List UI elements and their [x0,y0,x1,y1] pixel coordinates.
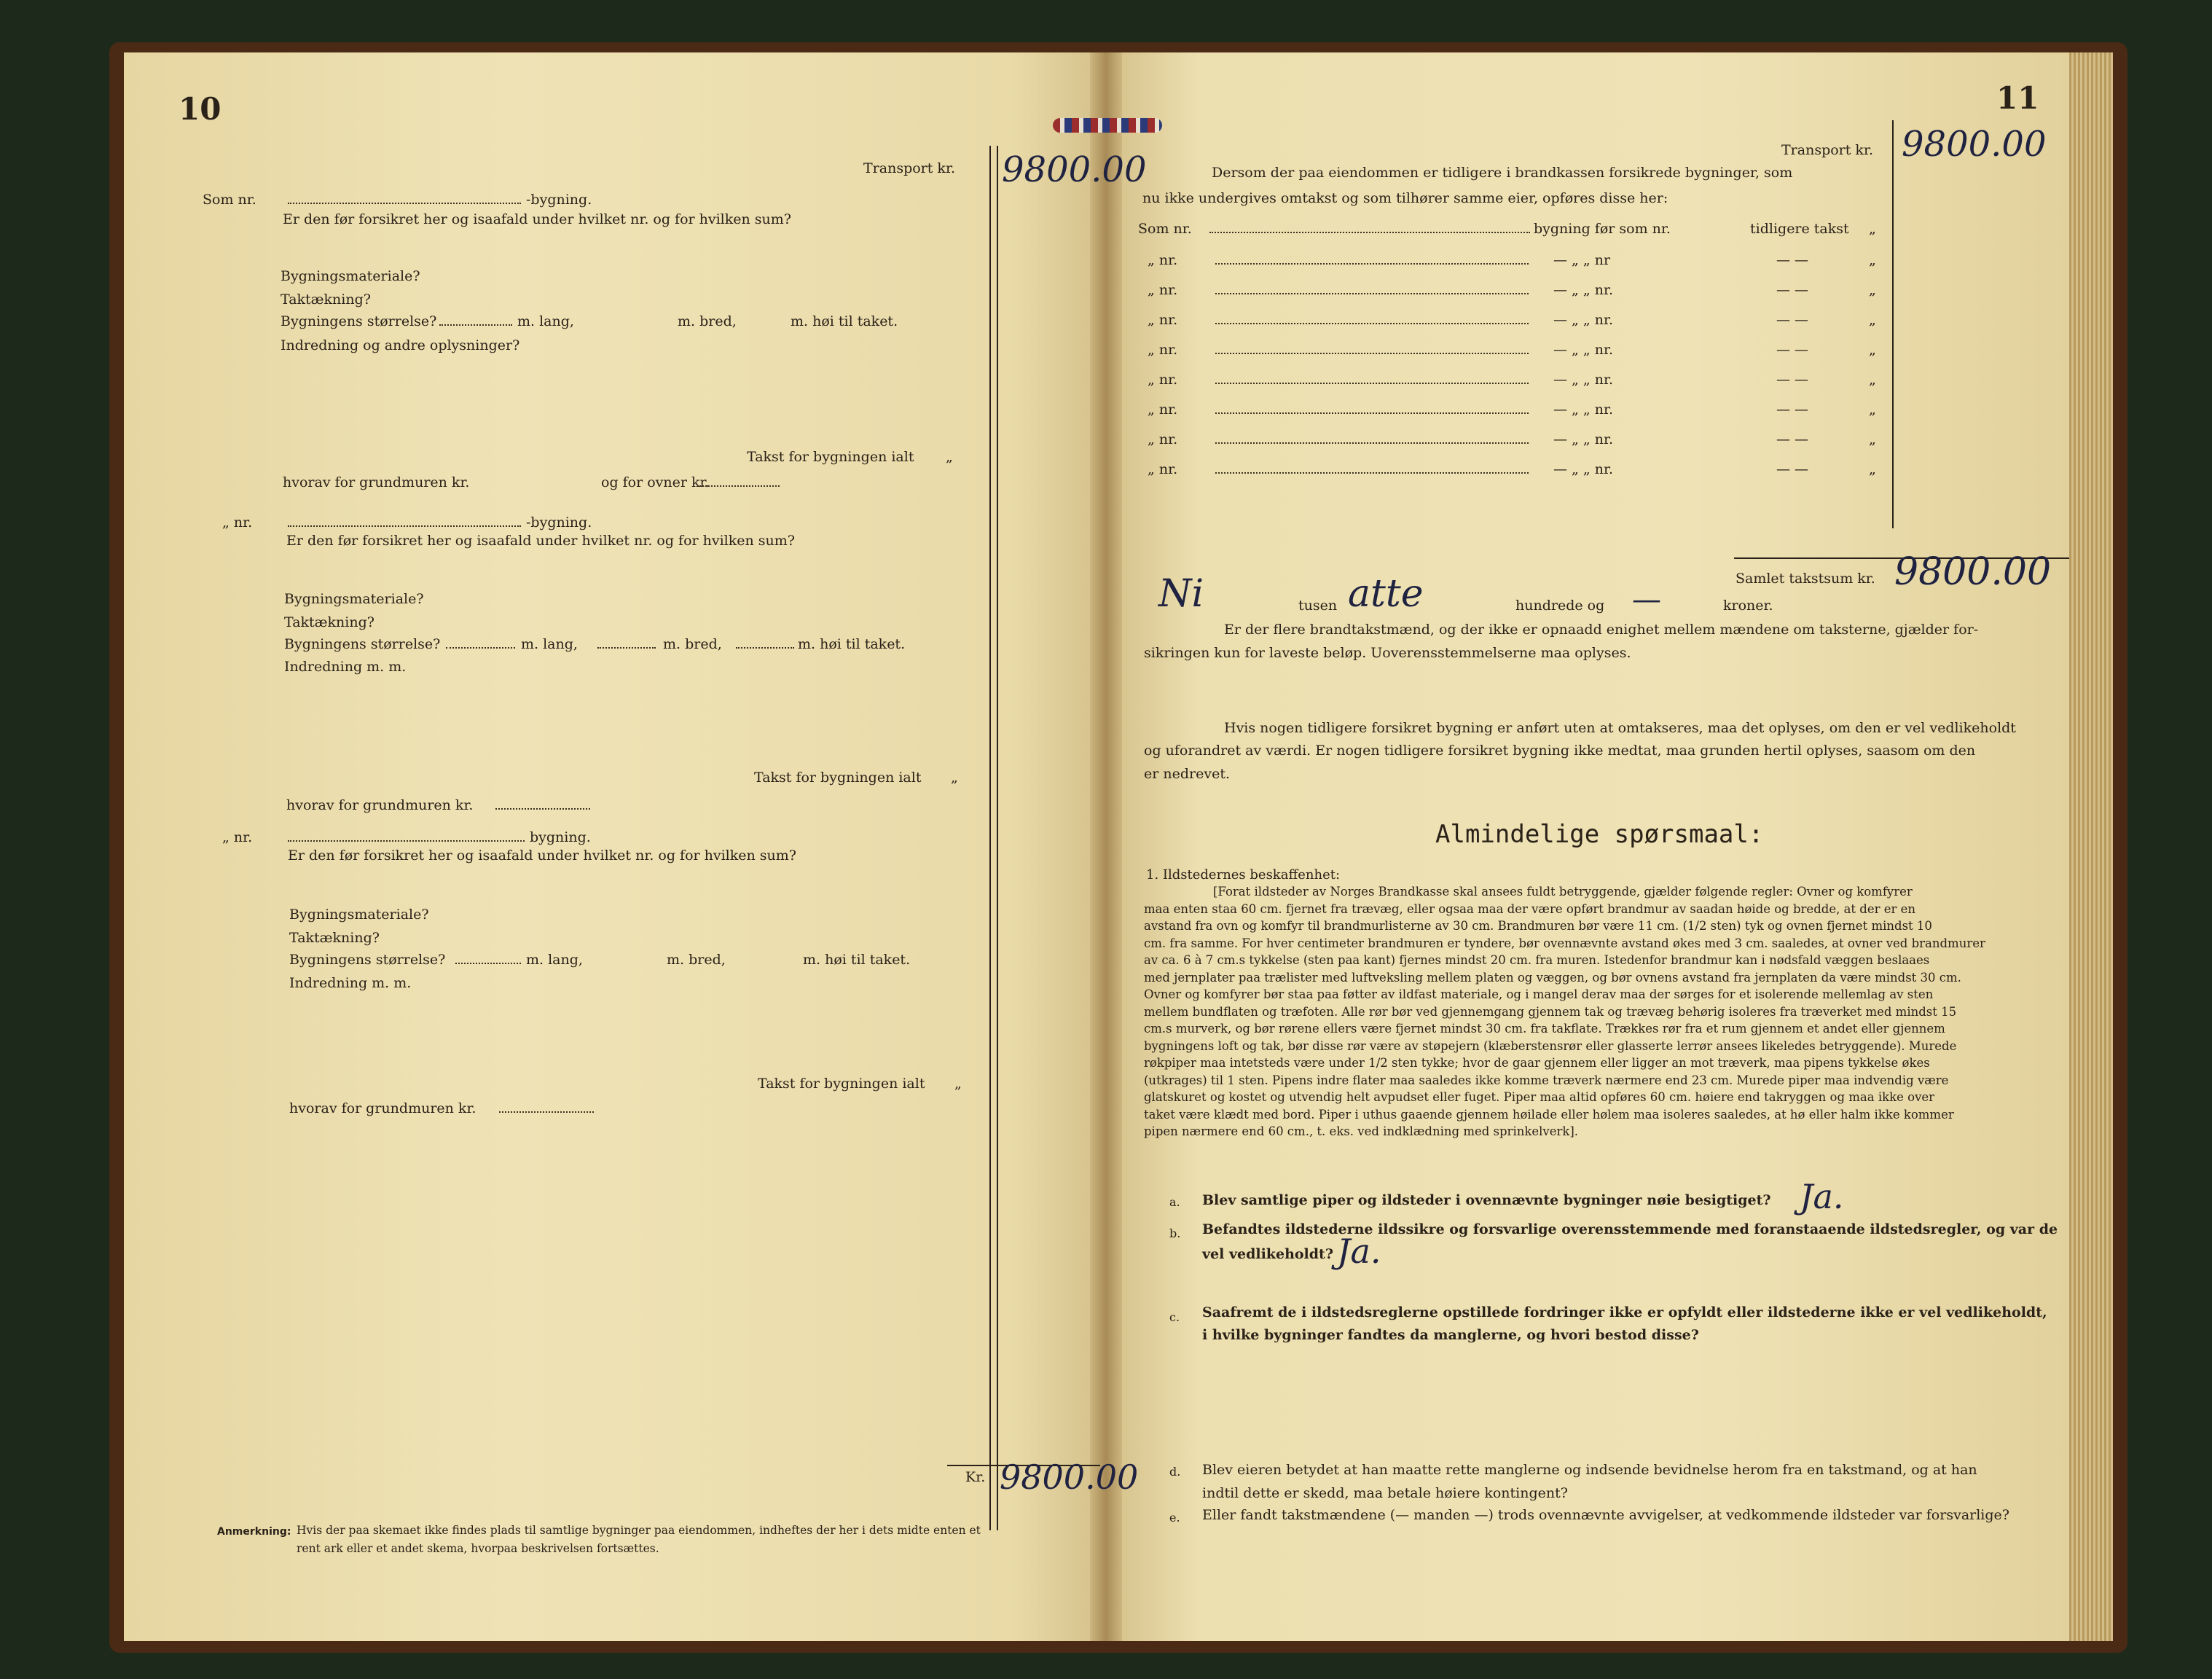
rules-line-4: cm. fra samme. For hver centimeter brandmuren er tyndere, bør ovennævnte avstand økes med 3 cm. saaledes, at ovner ved brandmurer [1144,936,1985,950]
rules-line-9: cm.s murverk, og bør rørene ellers være fjernet mindst 30 cm. fra takflate. Trækkes rør fra et rum gjennem et andet eller gjennem [1144,1022,1945,1036]
section1-material: Bygningsmateriale? [281,268,420,284]
section2-height-blank [736,647,794,649]
table-row-7-col-a: „ nr. [1148,431,1178,447]
rules-line-12: (utkrages) til 1 sten. Pipens indre flater maa saaledes ikke komme træverk nærmere end 23 cm. Murede piper maa indvendig være [1144,1073,1949,1087]
rules-line-7: Ovner og komfyrer bør staa paa føtter av ildfast materiale, og i mangel derav maa der sørges for et isolerende mellemlag av sten [1144,987,1934,1001]
table-row-1-col-d: „ [1869,252,1876,268]
transport-value-right: 9800.00 [1902,124,2047,165]
words-atte: atte [1348,572,1424,616]
table-row-2-col-d: „ [1869,282,1876,298]
table-row-4-col-c: — — [1776,342,1809,358]
transport-label-right: Transport kr. [1781,142,1873,158]
table-row-4-col-a: „ nr. [1148,342,1178,358]
section2-interior: Indredning m. m. [284,659,407,675]
note-line-1: Hvis der paa skemaet ikke findes plads til samtlige bygninger paa eiendommen, indheftes der her i dets midte enten et [297,1524,981,1537]
rules-line-14: taket være klædt med bord. Piper i uthus gaaende gjennem høilade eller hølem maa isoleres saaledes, at hø eller halm ikke kommer [1144,1107,1954,1122]
table-header-col1: Som nr. [1138,221,1192,237]
q1-label: 1. Ildstedernes beskaffenhet: [1146,867,1341,882]
rules-line-6: med jernplater paa trælister med luftveksling mellem platen og væggen, og bør ovnens avstand fra jernplaten da være mindst 30 cm. [1144,970,1961,985]
qd-letter: d. [1169,1465,1181,1479]
qb-text-1: Befandtes ildstederne ildssikre og forsvarlige overensstemmende med foranstaaende ildstedsregler, og var de [1202,1221,2058,1237]
section1-ovner-blank [699,485,780,487]
note-label: Anmerkning: [217,1526,291,1538]
section2-width-blank [597,647,656,649]
table-row-1-blank [1215,254,1529,267]
table-header-blank [1209,232,1530,233]
table-row-6-col-a: „ nr. [1148,402,1178,418]
amount-column-rule [989,146,991,1530]
section2-hvorav: hvorav for grundmuren kr. [286,797,474,813]
table-header-col2: bygning før som nr. [1534,221,1671,237]
table-row-4-col-d: „ [1869,342,1876,358]
intro-line-2: nu ikke undergives omtakst og som tilhører samme eier, opføres disse her: [1142,190,1668,206]
para1-line-2: sikringen kun for laveste beløp. Uoverensstemmelserne maa oplyses. [1144,645,1631,661]
section1-question: Er den før forsikret her og isaafald under hvilket nr. og for hvilken sum? [283,211,791,227]
section2-hoi: m. høi til taket. [798,636,906,652]
qa-letter: a. [1169,1195,1180,1209]
rules-line-8: mellem bundflaten og træfoten. Alle rør bør ved gjennemgang gjennem tak og trævæg behørig isoleres fra træverket med mindst 15 [1144,1004,1957,1019]
table-row-7-col-d: „ [1869,431,1876,447]
qb-text-2: vel vedlikeholdt? [1202,1246,1333,1262]
table-row-5-blank [1215,373,1529,387]
table-row-1-col-c: — — [1776,252,1809,268]
amount-column-rule-2 [997,146,998,1530]
section1-interior: Indredning og andre oplysninger? [281,337,520,353]
qb-answer: Ja. [1337,1232,1381,1271]
table-row-2-col-b: — „ „ nr. [1553,282,1614,298]
para1-line-1: Er der flere brandtakstmænd, og der ikke er opnaadd enighet mellem mændene om taksterne, gjælder for- [1224,622,1979,638]
table-row-7-col-c: — — [1776,431,1809,447]
section2-bygning: -bygning. [526,514,592,531]
samlet-value: 9800.00 [1894,550,2052,594]
table-row-8-col-c: — — [1776,461,1809,477]
table-row-6-blank [1215,403,1529,417]
section3-row-prefix: „ nr. [222,829,253,845]
rules-line-13: glatskuret og kostet og utvendig helt avpudset eller fuget. Piper maa altid opføres 60 cm. høiere end takryggen og maa ikke over [1144,1090,1935,1104]
table-row-3-col-a: „ nr. [1148,312,1178,328]
table-row-5-col-a: „ nr. [1148,372,1178,388]
section1-bred: m. bred, [678,313,737,329]
table-row-2-blank [1215,283,1529,297]
table-row-5-col-b: — „ „ nr. [1553,372,1614,388]
section1-ovner: og for ovner kr. [601,474,710,490]
words-dash: — [1632,583,1661,617]
rules-line-1: [Forat ildsteder av Norges Brandkasse skal ansees fuldt betryggende, gjælder følgende regler: Ovner og komfyrer [1213,885,1913,899]
rules-line-3: avstand fra ovn og komfyr til brandmurlisterne av 30 cm. Brandmuren bør være 11 cm. (1/2 sten) tyk og ovnen fjernet mindst 10 [1144,919,1932,933]
section2-takst: Takst for bygningen ialt [754,770,922,786]
table-row-3-col-c: — — [1776,312,1809,328]
table-header-col4: „ [1869,221,1876,237]
kr-value-left: 9800.00 [1000,1457,1139,1497]
table-row-8-col-a: „ nr. [1148,461,1178,477]
para2-line-1: Hvis nogen tidligere forsikret bygning er anført uten at omtakseres, maa det oplyses, om den er vel vedlikeholdt [1224,720,2016,736]
section3-hvorav: hvorav for grundmuren kr. [289,1100,476,1116]
section3-roof: Taktækning? [289,930,380,946]
table-row-1-col-a: „ nr. [1148,252,1178,268]
section3-bred: m. bred, [667,952,726,968]
section2-takst-ditto: „ [951,770,958,786]
table-row-3-col-b: — „ „ nr. [1553,312,1614,328]
page-number-right: 11 [1996,80,2039,116]
qe-text: Eller fandt takstmændene (— manden —) trods ovennævnte avvigelser, at vedkommende ildsteder var forsvarlige? [1202,1507,2009,1523]
qc-text-1: Saafremt de i ildstedsreglerne opstillede fordringer ikke er opfyldt eller ildstederne ikke er vel vedlikeholdt, [1202,1304,2047,1320]
words-tusen: tusen [1298,598,1338,614]
table-row-6-col-d: „ [1869,402,1876,418]
kr-label-left: Kr. [965,1469,986,1485]
table-row-7-col-b: — „ „ nr. [1553,431,1614,447]
transport-label-left: Transport kr. [863,160,955,176]
table-row-3-col-d: „ [1869,312,1876,328]
book-gutter [1090,52,1122,1641]
section1-roof: Taktækning? [281,291,371,308]
section3-takst: Takst for bygningen ialt [758,1076,925,1092]
section2-roof: Taktækning? [284,614,374,630]
qd-text-1: Blev eieren betydet at han maatte rette manglerne og indsende bevidnelse herom fra en takstmand, og at han [1202,1462,1977,1478]
section1-bygning: -bygning. [526,192,592,208]
section3-grundmur-blank [499,1111,594,1113]
section1-bygning-blank [288,203,521,204]
table-row-3-blank [1215,313,1529,327]
section3-length-blank [455,963,521,964]
bookmark-ribbon [1053,118,1162,133]
rules-line-5: av ca. 6 à 7 cm.s tykkelse (sten paa kant) fjernes mindst 20 cm. fra muren. Istedenfor brandmur kan i nødsfald væggen beslaaes [1144,953,1930,967]
section2-lang: m. lang, [521,636,578,652]
qc-letter: c. [1169,1310,1180,1324]
section2-bygning-blank [288,525,521,527]
page-number-left: 10 [179,91,221,127]
qb-letter: b. [1169,1226,1181,1240]
qa-text: Blev samtlige piper og ildsteder i ovennævnte bygninger nøie besigtiget? [1202,1192,1771,1208]
table-row-8-col-d: „ [1869,461,1876,477]
words-ni: Ni [1158,572,1204,616]
qe-letter: e. [1169,1511,1180,1525]
section1-takst-ditto: „ [946,449,953,465]
table-row-7-blank [1215,433,1529,447]
words-kroner: kroner. [1723,598,1773,614]
rules-line-10: bygningens loft og tak, bør disse rør være av støpejern (klæberstensrør eller glasserte lerrør ansees likeledes betryggende). Murede [1144,1038,1957,1053]
table-row-8-blank [1215,463,1529,477]
right-amount-rule [1892,120,1894,528]
section1-takst: Takst for bygningen ialt [747,449,914,465]
section2-row-prefix: „ nr. [222,514,253,531]
table-row-5-col-c: — — [1776,372,1809,388]
page-edges [2069,52,2113,1641]
section3-material: Bygningsmateriale? [289,907,429,923]
table-row-4-col-b: — „ „ nr. [1553,342,1614,358]
rules-line-2: maa enten staa 60 cm. fjernet fra trævæg, eller ogsaa maa der være opført brandmur av saadan høide og bredde, at der er en [1144,901,1916,916]
table-row-6-col-c: — — [1776,402,1809,418]
section2-size-label: Bygningens størrelse? [284,636,441,652]
table-row-2-col-c: — — [1776,282,1809,298]
intro-line-1: Dersom der paa eiendommen er tidligere i brandkassen forsikrede bygninger, som [1212,165,1793,181]
qd-text-2: indtil dette er skedd, maa betale høiere kontingent? [1202,1485,1568,1501]
section1-size-label: Bygningens størrelse? [281,313,437,329]
table-row-6-col-b: — „ „ nr. [1553,402,1614,418]
rules-line-11: røkpiper maa intetsteds være under 1/2 sten tykke; hvor de gaar gjennem eller ligger an mot træverk, maa pipens tykkelse økes [1144,1056,1930,1070]
section2-grundmur-blank [495,808,590,810]
section1-hoi: m. høi til taket. [791,313,898,329]
section1-length-blank [439,324,512,326]
para2-line-2: og uforandret av værdi. Er nogen tidligere forsikret bygning ikke medtat, maa grunden hertil oplyses, saasom om den [1144,743,1976,759]
rules-line-15: pipen nærmere end 60 cm., t. eks. ved indklædning med sprinkelverk]. [1144,1124,1579,1138]
section3-hoi: m. høi til taket. [803,952,911,968]
section2-material: Bygningsmateriale? [284,591,424,607]
section1-row-prefix: Som nr. [203,192,256,208]
table-row-4-blank [1215,343,1529,357]
table-row-5-col-d: „ [1869,372,1876,388]
qc-text-2: i hvilke bygninger fandtes da manglerne, og hvori bestod disse? [1202,1327,1699,1343]
qa-answer: Ja. [1800,1177,1844,1216]
table-row-1-col-b: — „ „ nr [1553,252,1611,268]
section2-question: Er den før forsikret her og isaafald under hvilket nr. og for hvilken sum? [286,533,795,549]
section3-bygning: bygning. [530,829,591,845]
note-line-2: rent ark eller et andet skema, hvorpaa beskrivelsen fortsættes. [297,1542,659,1555]
section3-takst-ditto: „ [954,1076,962,1092]
section2-length-blank [446,647,515,649]
section3-size-label: Bygningens størrelse? [289,952,446,968]
table-row-8-col-b: — „ „ nr. [1553,461,1614,477]
section3-interior: Indredning m. m. [289,975,412,991]
words-hundrede: hundrede og [1515,598,1605,614]
fireplace-rules [1144,883,2040,1140]
para2-line-3: er nedrevet. [1144,766,1230,782]
left-page [124,52,1090,1641]
table-row-2-col-a: „ nr. [1148,282,1178,298]
table-header-col3: tidligere takst [1750,221,1849,237]
section3-bygning-blank [288,840,525,842]
section3-lang: m. lang, [526,952,583,968]
section1-hvorav: hvorav for grundmuren kr. [283,474,470,490]
section3-question: Er den før forsikret her og isaafald under hvilket nr. og for hvilken sum? [288,848,796,864]
section1-lang: m. lang, [517,313,574,329]
samlet-label: Samlet takstsum kr. [1736,571,1875,587]
section-heading: Almindelige spørsmaal: [1435,820,1764,849]
section2-bred: m. bred, [663,636,722,652]
transport-value-left: 9800.00 [1002,149,1147,190]
